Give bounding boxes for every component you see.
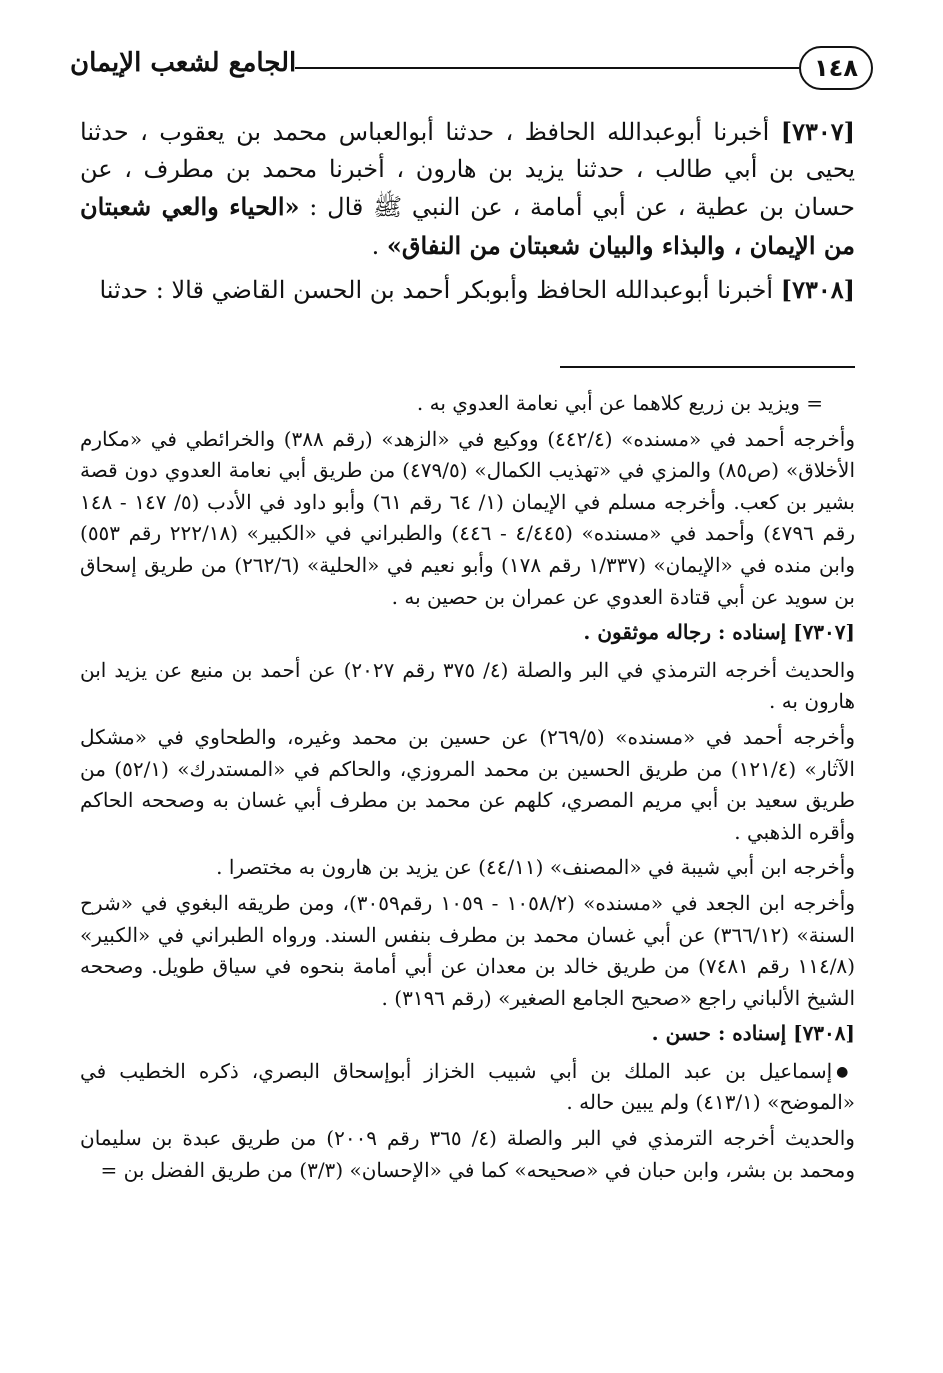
hadith-isnad: أخبرنا أبوعبدالله الحافظ ، حدثنا أبوالعباس محمد بن يعقوب ، حدثنا يحيى بن أبي طالب ، حدثنا يزيد بن هارون ، أخبرنا محمد بن مطرف ، عن حسان بن عطية ، عن أبي أمامة ، عن النبي ﷺ قال : <box>80 118 855 222</box>
footnote-divider <box>560 366 855 368</box>
isnad-heading: [٧٣٠٧] إسناده : رجاله موثقون . <box>583 620 855 645</box>
hadith-number: [٧٣٠٨] <box>780 274 855 304</box>
hadith-number: [٧٣٠٧] <box>780 117 855 146</box>
running-title: الجامع لشعب الإيمان <box>70 48 297 78</box>
hadith-isnad: أخبرنا أبوعبدالله الحافظ وأبوبكر أحمد بن الحسن القاضي قالا : حدثنا <box>99 275 781 304</box>
page-header <box>70 40 873 100</box>
hadith-7307 <box>80 113 855 265</box>
footnote-paragraph: وأخرجه ابن الجعد في «مسنده» (١٠٥٨/٢ - ١٠٥٩ رقم٣٠٥٩)، ومن طريقه البغوي في «شرح السنة» (٣٦٦/١٢) عن أبي غسان محمد بن مطرف بنفس السند. ورواه الطبراني في «الكبير» (١١٤/٨ رقم ٧٤٨١) من طريق خالد بن معدان عن أبي أمامة بنحوه في سياق طويل. وصححه الشيخ الألباني راجع «صحيح الجامع الصغير» (رقم ٣١٩٦) . <box>80 890 855 1010</box>
footnote-paragraph: = ويزيد بن زريع كلاهما عن أبي نعامة العدوي به . <box>416 391 823 415</box>
header-rule <box>295 67 799 69</box>
footnote-text: إسماعيل بن عبد الملك بن أبي شبيب الخزاز أبوإسحاق البصري، ذكره الخطيب في «الموضح» (٤١٣/١) ولم يبين حاله . <box>80 1058 855 1115</box>
hadith-7308 <box>80 271 855 309</box>
hadith-matn: «الحياء والعي شعبتان من الإيمان ، والبذاء والبيان شعبتان من النفاق» <box>80 192 855 260</box>
main-text <box>80 113 855 315</box>
footnote-bullet-paragraph <box>80 1056 855 1119</box>
footnote-paragraph: وأخرجه ابن أبي شيبة في «المصنف» (٤٤/١١) عن يزيد بن هارون به مختصرا . <box>216 855 855 880</box>
footnotes <box>80 388 855 1190</box>
hadith-end: . <box>371 231 387 260</box>
isnad-heading: [٧٣٠٨] إسناده : حسن . <box>651 1021 855 1046</box>
page-number: ١٤٨ <box>799 46 873 90</box>
footnote-paragraph: والحديث أخرجه الترمذي في البر والصلة (٤/ ٣٧٥ رقم ٢٠٢٧) عن أحمد بن منيع عن يزيد ابن هارون به . <box>80 657 855 714</box>
bullet-icon: ● <box>836 1064 855 1081</box>
footnote-paragraph: والحديث أخرجه الترمذي في البر والصلة (٤/ ٣٦٥ رقم ٢٠٠٩) من طريق عبدة بن سليمان ومحمد بن بشر، وابن حبان في «صحيحه» كما في «الإحسان» (٣/٣) من طريق الفضل بن = <box>80 1126 855 1182</box>
footnote-paragraph: وأخرجه أحمد في «مسنده» (٤٤٢/٤) ووكيع في «الزهد» (رقم ٣٨٨) والخرائطي في «مكارم الأخلاق» (ص٨٥) والمزي في «تهذيب الكمال» (٤٧٩/٥) من طريق أبي نعامة العدوي دون قصة بشير بن كعب. وأخرجه مسلم في الإيمان (١/ ٦٤ رقم ٦١) وأبو داود في الأدب (٥/ ١٤٧ - ١٤٨ رقم ٤٧٩٦) وأحمد في «مسنده» (٤/٤٤٥ - ٤٤٦) والطبراني في «الكبير» (٢٢٢/١٨ رقم ٥٥٣) وابن منده في «الإيمان» (١/٣٣٧ رقم ١٧٨) وأبو نعيم في «الحلية» (٢٦٢/٦) من طريق إسحاق بن سويد عن أبي قتادة العدوي عن عمران بن حصين به . <box>80 426 856 609</box>
footnote-paragraph: وأخرجه أحمد في «مسنده» (٢٦٩/٥) عن حسين بن محمد وغيره، والطحاوي في «مشكل الآثار» (١٢١/٤) من طريق الحسين بن محمد المروزي، والحاكم في «المستدرك» (٥٢/١) من طريق سعيد بن أبي مريم المصري، كلهم عن محمد بن مطرف أبي غسان به وصححه الحاكم وأقره الذهبي . <box>80 724 855 844</box>
